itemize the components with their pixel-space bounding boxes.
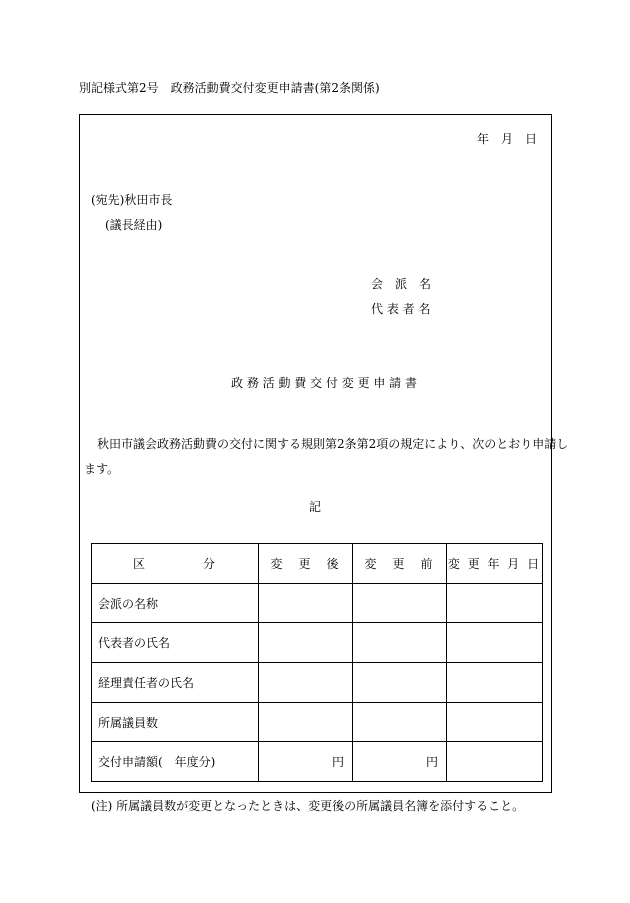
- change-table: [91, 543, 543, 782]
- table-row: [92, 623, 543, 663]
- table-row: [92, 663, 543, 703]
- footnote: (注) 所属議員数が変更となったときは、変更後の所属議員名簿を添付すること。: [91, 799, 525, 813]
- form-number-header: 別記様式第2号 政務活動費交付変更申請書(第2条関係): [79, 81, 380, 95]
- after-cell: [259, 623, 353, 663]
- faction-name-label: 会 派 名: [371, 277, 432, 291]
- before-cell: [353, 623, 447, 663]
- addressee: (宛先)秋田市長: [91, 193, 173, 207]
- after-amount-cell: 円: [259, 742, 353, 782]
- row-label: 交付申請額( 年度分): [92, 742, 259, 782]
- header-before: 変 更 前: [353, 544, 447, 584]
- ki-label: 記: [309, 500, 322, 514]
- row-label: 所属議員数: [92, 703, 259, 742]
- body-text-line-2: ます。: [84, 462, 120, 476]
- after-cell: [259, 703, 353, 742]
- date-line: 年 月 日: [477, 132, 538, 146]
- date-cell: [447, 623, 543, 663]
- after-cell: [259, 584, 353, 623]
- date-cell: [447, 742, 543, 782]
- representative-name-label: 代 表 者 名: [371, 302, 431, 316]
- table-row: [92, 584, 543, 623]
- date-cell: [447, 663, 543, 703]
- row-label: 経理責任者の氏名: [92, 663, 259, 703]
- date-cell: [447, 703, 543, 742]
- row-label: 会派の名称: [92, 584, 259, 623]
- after-cell: [259, 663, 353, 703]
- before-cell: [353, 584, 447, 623]
- table-row: [92, 703, 543, 742]
- before-cell: [353, 703, 447, 742]
- body-text-line-1: 秋田市議会政務活動費の交付に関する規則第2条第2項の規定により、次のとおり申請し: [97, 437, 569, 451]
- header-category: 区 分: [92, 544, 259, 584]
- table-row: [92, 742, 543, 782]
- document-title: 政 務 活 動 費 交 付 変 更 申 請 書: [231, 376, 417, 390]
- before-cell: [353, 663, 447, 703]
- via-chair: (議長経由): [105, 218, 163, 232]
- date-cell: [447, 584, 543, 623]
- row-label: 代表者の氏名: [92, 623, 259, 663]
- table-header-row: [92, 544, 543, 584]
- before-amount-cell: 円: [353, 742, 447, 782]
- header-change-date: 変 更 年 月 日: [447, 544, 543, 584]
- header-after: 変 更 後: [259, 544, 353, 584]
